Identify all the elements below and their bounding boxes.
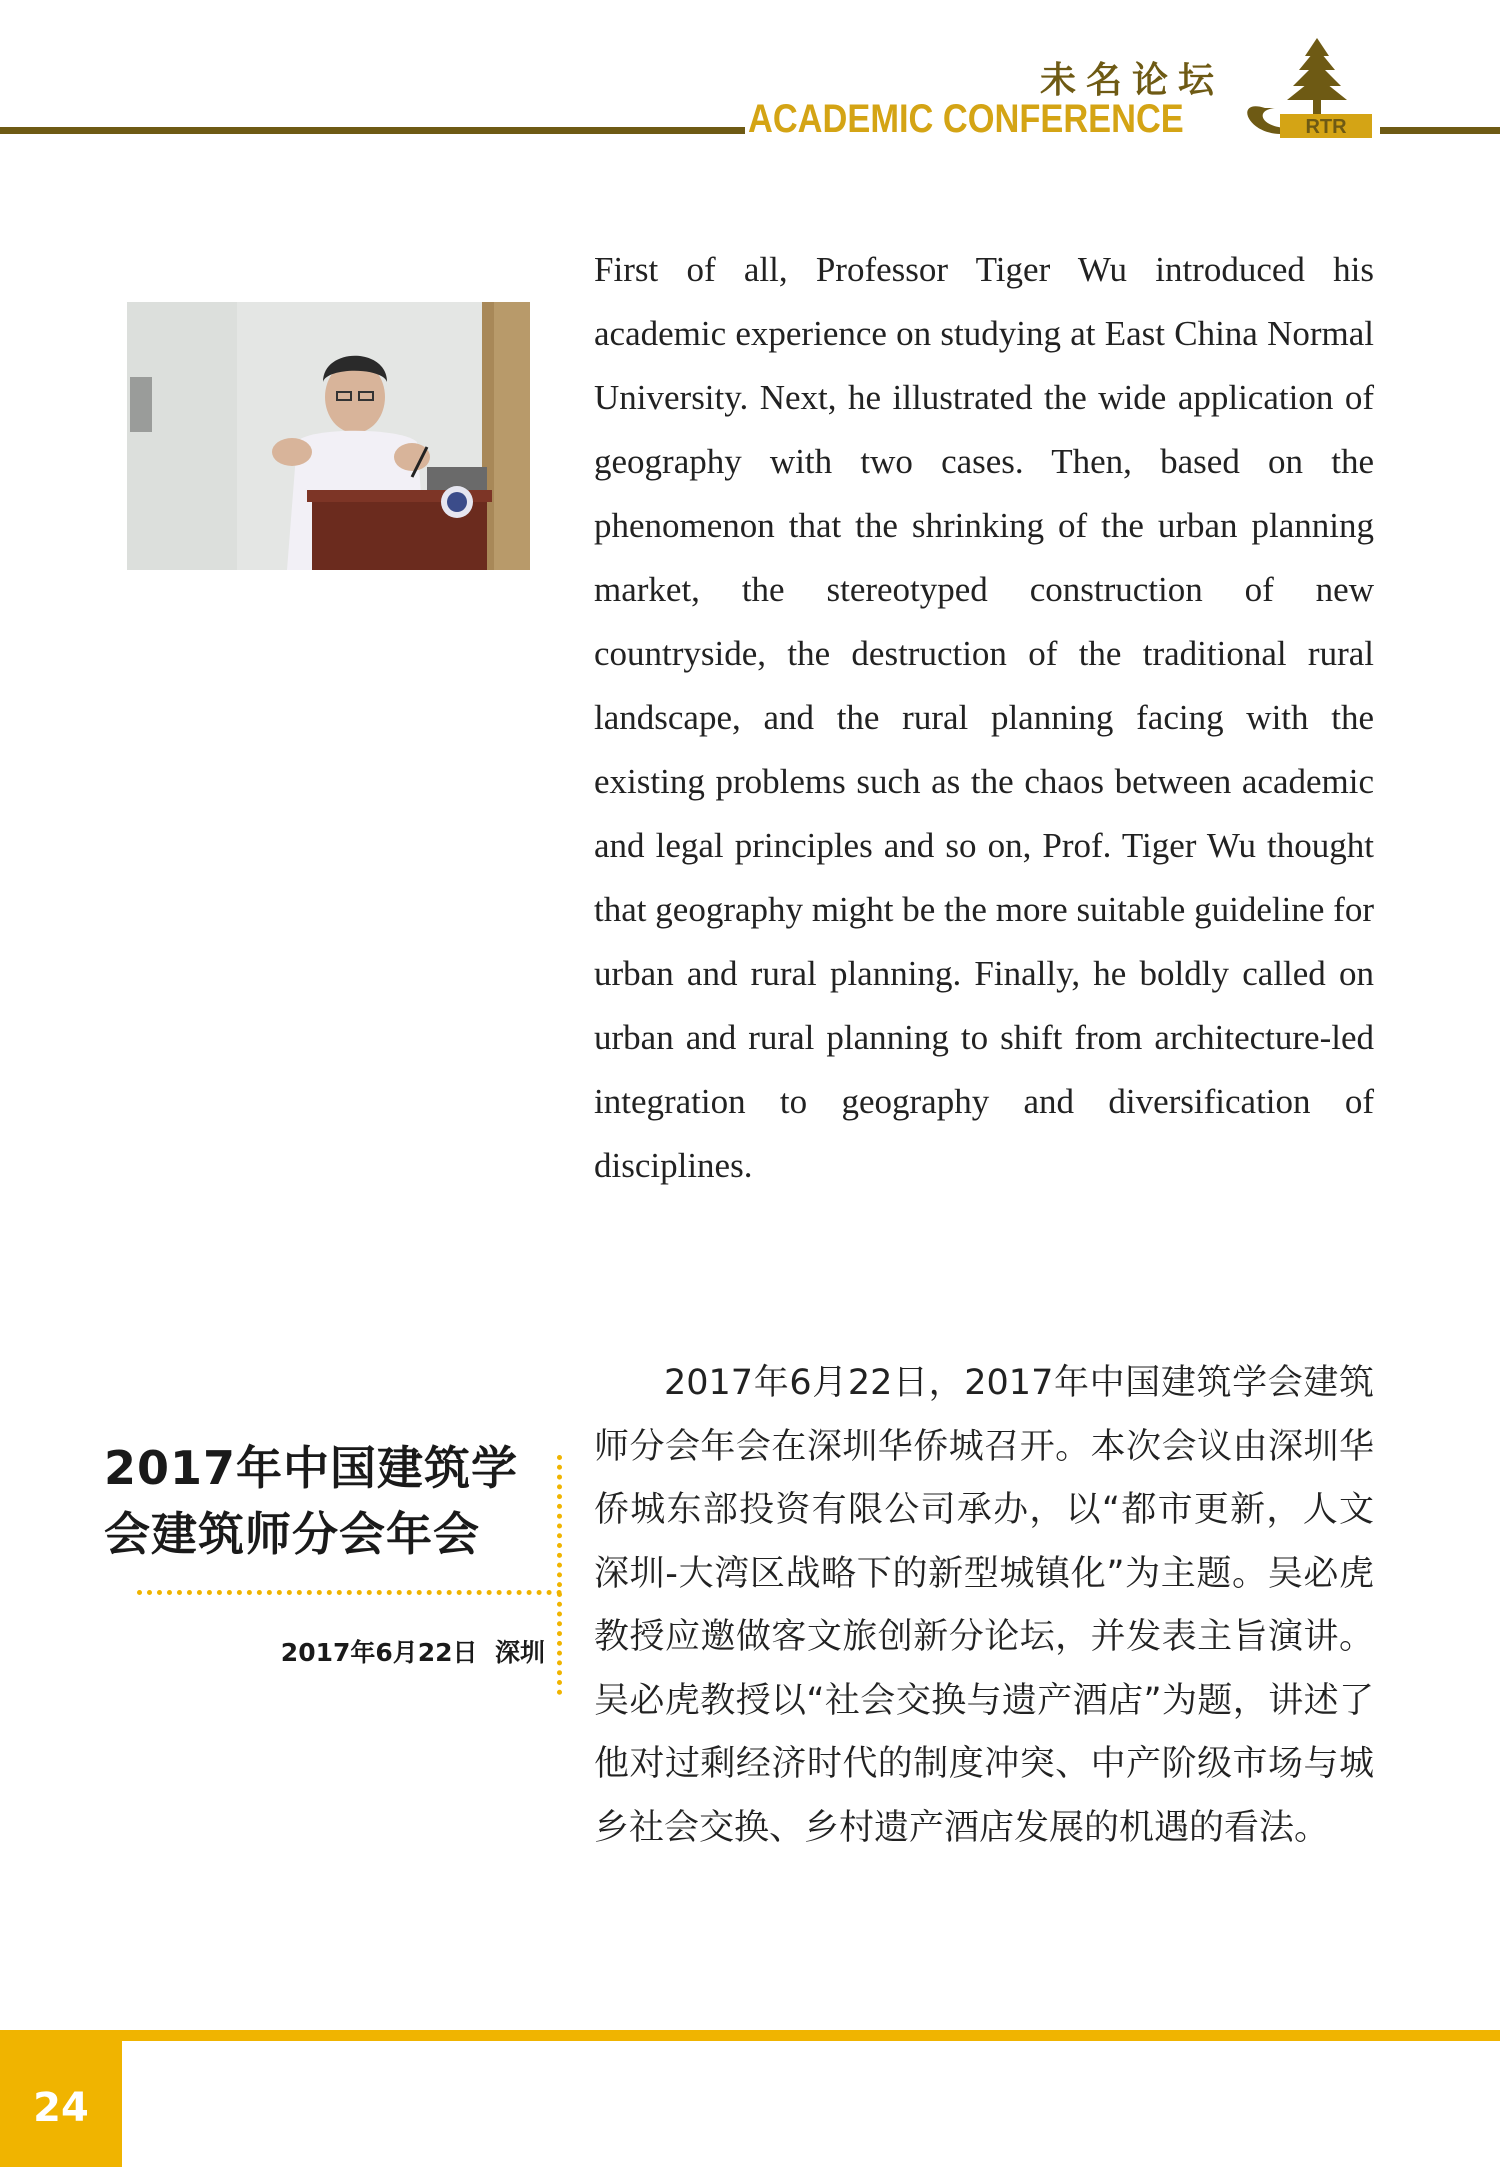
header-title-cn: 未名论坛	[1040, 59, 1225, 101]
event-date-location	[240, 1633, 545, 1669]
logo-text: RTR	[1305, 116, 1347, 138]
event-date: 2017年6月22日	[280, 1638, 478, 1667]
dotted-divider-horizontal	[137, 1590, 562, 1595]
header-rule-left	[0, 127, 745, 134]
event-location: 深圳	[494, 1638, 545, 1667]
page-number: 24	[33, 2085, 89, 2131]
footer-rule	[0, 2030, 1500, 2041]
event-title-line1: 2017年中国建筑学	[104, 1441, 519, 1495]
event-title-line2: 会建筑师分会年会	[104, 1507, 480, 1561]
dotted-divider-vertical	[557, 1455, 562, 1695]
event-title	[104, 1435, 544, 1567]
speaker-photo	[127, 302, 530, 570]
event-body-cn: 2017年6月22日，2017年中国建筑学会建筑师分会年会在深圳华侨城召开。本次会议由深圳华侨城东部投资有限公司承办，以“都市更新，人文深圳-大湾区战略下的新型城镇化”为主题。吴必虎教授应邀做客文旅创新分论坛，并发表主旨演讲。吴必虎教授以“社会交换与遗产酒店”为题，讲述了他对过剩经济时代的制度冲突、中产阶级市场与城乡社会交换、乡村遗产酒店发展的机遇的看法。	[594, 1363, 1374, 1848]
header-rule-right	[1380, 127, 1500, 134]
rtr-logo-icon	[1225, 38, 1375, 138]
article-body-en: First of all, Professor Tiger Wu introduced his academic experience on studying at East China Normal University. Next, he illustrated the wide application of geography with two cases. Then, based on the phenomenon that the shrinking of the urban planning market, the stereotyped construction of new countryside, the destruction of the traditional rural landscape, and the rural planning facing with the existing problems such as the chaos between academic and legal principles and so on, Prof. Tiger Wu thought that geography might be the more suitable guideline for urban and rural planning. Finally, he boldly called on urban and rural planning to shift from architecture-led integration to geography and diversification of disciplines.	[594, 250, 1374, 1185]
header-title-en: ACADEMIC CONFERENCE	[748, 97, 1184, 141]
